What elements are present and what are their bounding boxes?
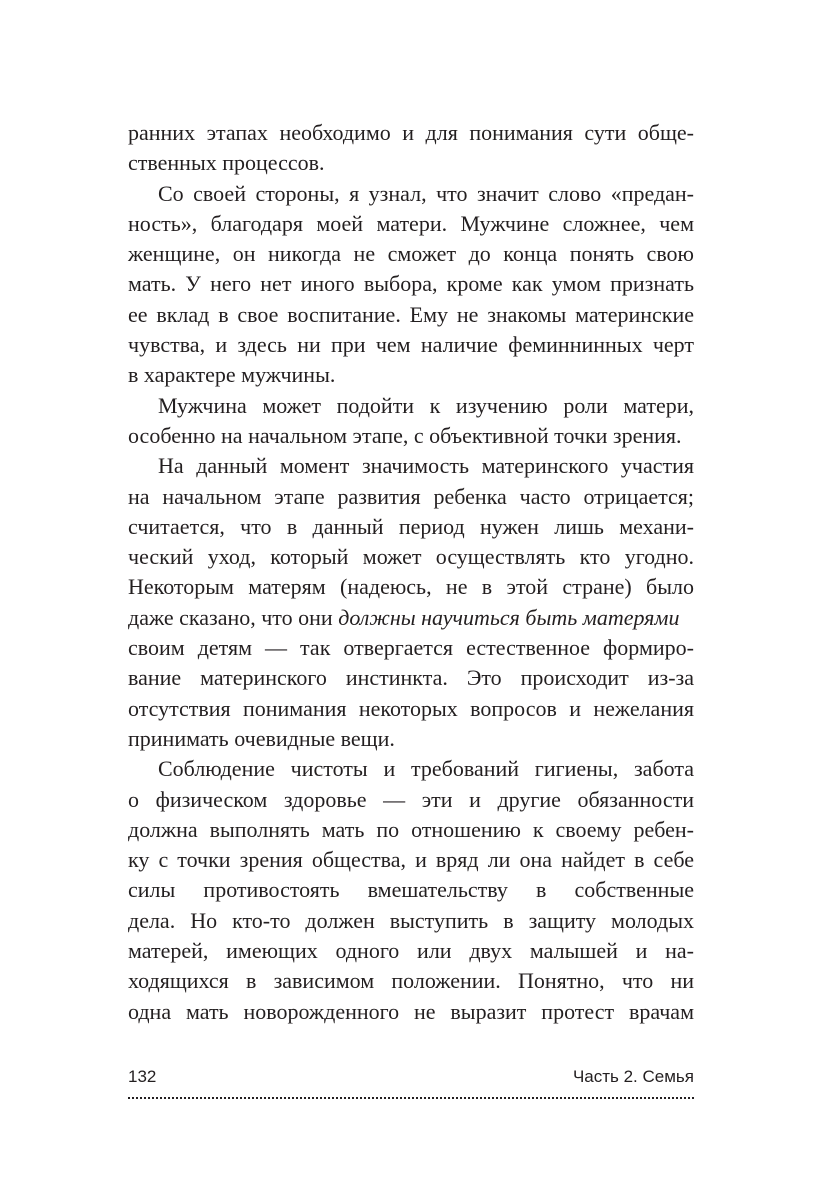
text-line: ческий уход, который может осуществлять кто угодно.: [128, 544, 694, 570]
text-line: матерей, имеющих одного или двух малышей и на-: [128, 938, 694, 964]
text-line: ность», благодаря моей матери. Мужчине сложнее, чем: [128, 210, 694, 236]
text-line: мать. У него нет иного выбора, кроме как умом признать: [128, 271, 694, 297]
text-line: в характере мужчины.: [128, 362, 336, 388]
section-title: Часть 2. Семья: [572, 1067, 694, 1086]
page-body-text: [128, 118, 694, 1027]
text-line: вание материнского инстинкта. Это происходит из-за: [128, 665, 694, 691]
text-line: дела. Но кто-то должен выступить в защиту молодых: [128, 907, 694, 933]
text-line: особенно на начальном этапе, с объективной точки зрения.: [128, 422, 682, 448]
text-line: ее вклад в свое воспитание. Ему не знакомы материнские: [128, 301, 694, 327]
text-line: отсутствия понимания некоторых вопросов и нежелания: [128, 695, 694, 721]
page-footer: [128, 1063, 694, 1099]
text-line: принимать очевидные вещи.: [128, 725, 395, 751]
text-segment: даже сказано, что они: [128, 604, 339, 630]
emphasized-text: должны научиться быть матерями: [338, 604, 680, 630]
text-line: считается, что в данный период нужен лишь механи-: [128, 513, 694, 539]
text-line: ранних этапах необходимо и для понимания сути обще-: [128, 120, 694, 145]
text-line: одна мать новорожденного не выразит протест врачам: [128, 998, 694, 1024]
text-line: ходящихся в зависимом положении. Понятно, что ни: [128, 968, 694, 994]
text-line: Со своей стороны, я узнал, что значит слово «предан-: [158, 180, 694, 206]
text-line: чувства, и здесь ни при чем наличие феминнинных черт: [128, 332, 694, 358]
text-line: о физическом здоровье — эти и другие обязанности: [128, 786, 694, 812]
text-line: своим детям — так отвергается естественное формиро-: [128, 635, 694, 661]
text-line: ку с точки зрения общества, и вряд ли она найдет в себе: [128, 847, 694, 873]
text-line: ственных процессов.: [128, 150, 325, 176]
text-line: Соблюдение чистоты и требований гигиены, забота: [158, 756, 694, 782]
text-line: силы противостоять вмешательству в собственные: [128, 877, 694, 903]
text-line-with-emphasis: [128, 603, 694, 633]
text-line: женщине, он никогда не сможет до конца понять свою: [128, 241, 694, 267]
text-line: должна выполнять мать по отношению к своему ребен-: [128, 816, 694, 842]
page-number: 132: [128, 1067, 157, 1086]
text-line: На данный момент значимость материнского участия: [158, 453, 694, 479]
text-line: Мужчина может подойти к изучению роли матери,: [158, 392, 694, 418]
text-line: Некоторым матерям (надеюсь, не в этой стране) было: [128, 574, 694, 600]
text-line: на начальном этапе развития ребенка часто отрицается;: [128, 483, 694, 509]
